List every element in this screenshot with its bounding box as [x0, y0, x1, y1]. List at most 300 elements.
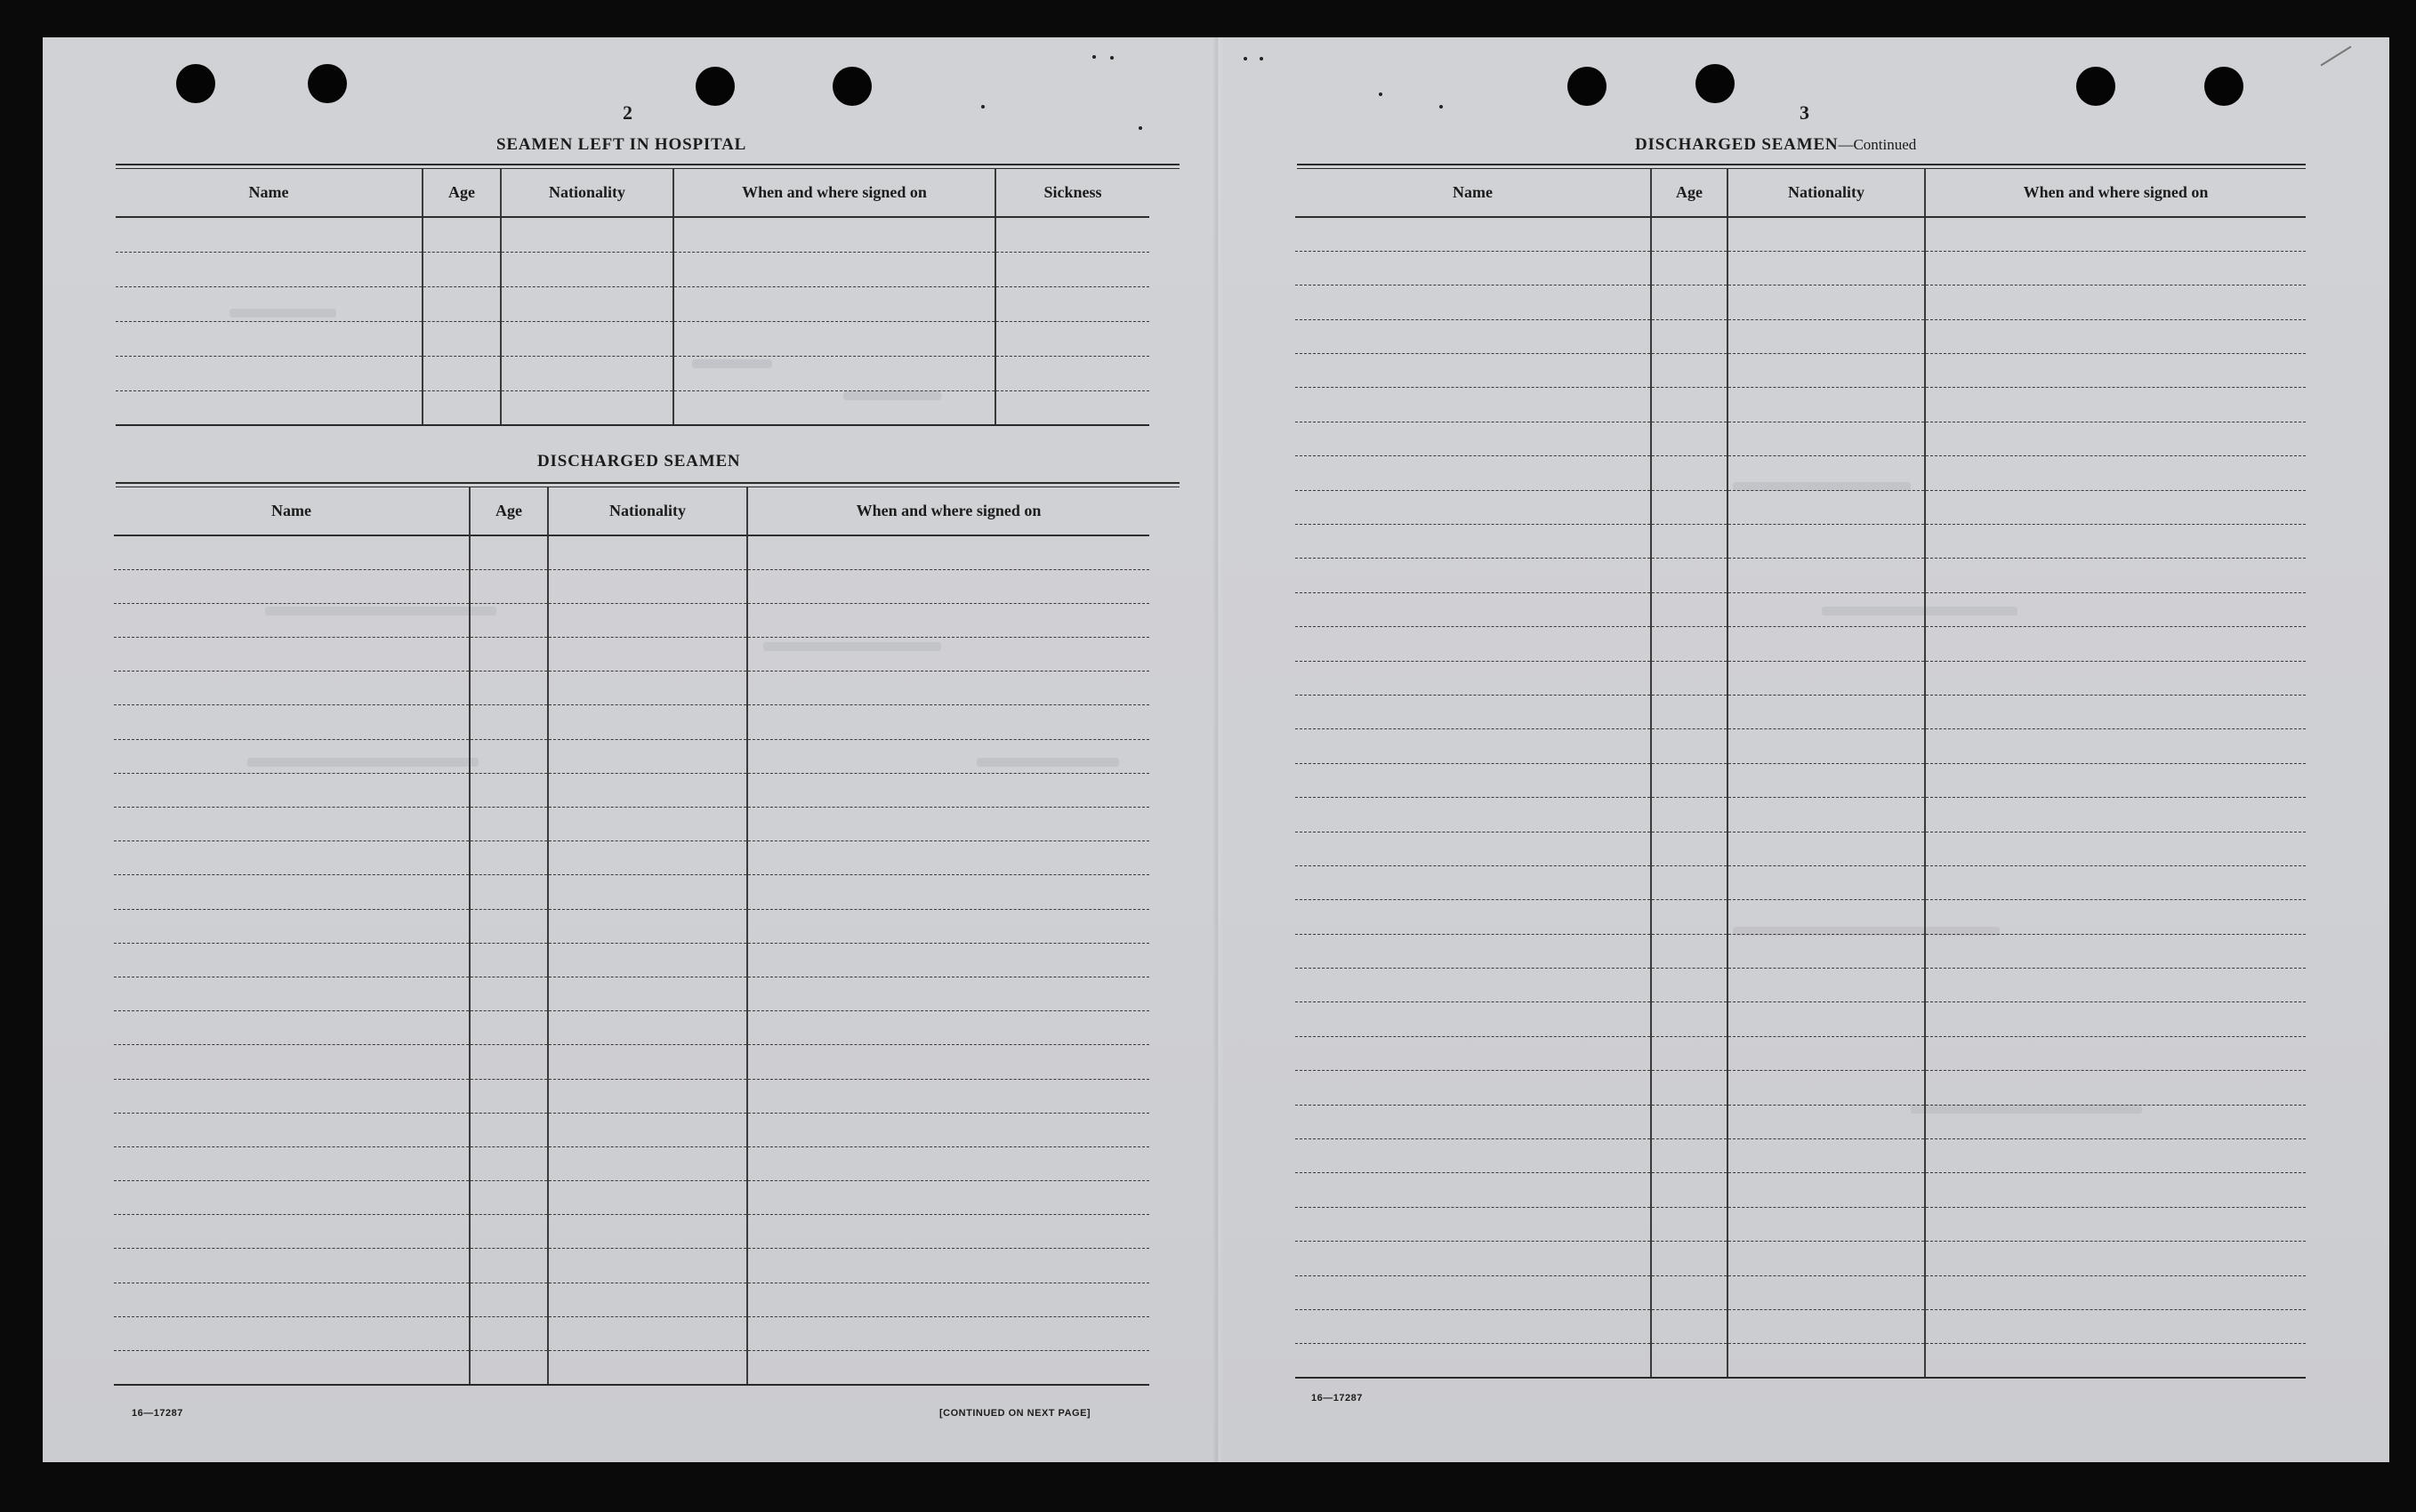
blank-cell: [1651, 251, 1727, 285]
blank-cell: [1727, 422, 1925, 455]
blank-cell: [747, 1146, 1149, 1180]
blank-cell: [995, 286, 1149, 321]
blank-cell: [470, 638, 548, 672]
blank-cell: [548, 1146, 747, 1180]
col-header-name: Name: [116, 169, 423, 217]
blank-cell: [114, 773, 470, 807]
punch-hole: [2204, 67, 2243, 106]
blank-cell: [501, 321, 673, 356]
table-row: [114, 1045, 1149, 1079]
table-row: [114, 1146, 1149, 1180]
blank-cell: [1925, 422, 2306, 455]
blank-cell: [1651, 525, 1727, 559]
table-row: [1295, 559, 2306, 592]
table-row: [114, 943, 1149, 977]
blank-cell: [470, 1011, 548, 1045]
blank-cell: [1925, 1310, 2306, 1344]
blank-cell: [548, 1011, 747, 1045]
blank-cell: [1727, 388, 1925, 422]
table-row: [114, 808, 1149, 841]
blank-cell: [548, 638, 747, 672]
table-row: [1295, 490, 2306, 524]
table-row: [114, 909, 1149, 943]
blank-cell: [548, 943, 747, 977]
blank-cell: [470, 1146, 548, 1180]
blank-cell: [995, 356, 1149, 390]
col-header-age: Age: [470, 487, 548, 535]
blank-cell: [548, 603, 747, 637]
blank-cell: [1651, 1275, 1727, 1309]
blank-cell: [673, 321, 995, 356]
table-row: [1295, 354, 2306, 388]
blank-cell: [1925, 865, 2306, 899]
blank-cell: [1651, 1242, 1727, 1275]
ink-speck: [1379, 92, 1382, 96]
table-row: [1295, 1173, 2306, 1207]
table-row: [1295, 900, 2306, 934]
blank-cell: [548, 773, 747, 807]
blank-cell: [1295, 1002, 1651, 1036]
col-header-nationality: Nationality: [501, 169, 673, 217]
blank-cell: [501, 252, 673, 286]
col-header-age: Age: [423, 169, 501, 217]
blank-cell: [470, 1283, 548, 1316]
blank-cell: [747, 672, 1149, 705]
blank-cell: [1925, 1275, 2306, 1309]
blank-cell: [747, 569, 1149, 603]
blank-cell: [1925, 1242, 2306, 1275]
blank-cell: [548, 535, 747, 569]
blank-cell: [548, 1045, 747, 1079]
blank-cell: [470, 1316, 548, 1350]
blank-cell: [470, 1113, 548, 1146]
blank-cell: [747, 1283, 1149, 1316]
table-row: [116, 390, 1149, 425]
blank-cell: [1295, 1344, 1651, 1378]
blank-cell: [1295, 865, 1651, 899]
blank-cell: [116, 390, 423, 425]
blank-cell: [116, 252, 423, 286]
blank-cell: [1295, 798, 1651, 832]
blank-cell: [1295, 388, 1651, 422]
table-row: [1295, 865, 2306, 899]
blank-cell: [1651, 1310, 1727, 1344]
blank-cell: [1925, 900, 2306, 934]
table-row: [1295, 729, 2306, 763]
blank-cell: [1651, 1139, 1727, 1173]
blank-cell: [548, 705, 747, 739]
table-row: [116, 252, 1149, 286]
table-row: [1295, 1036, 2306, 1070]
right-page-number: 3: [1800, 101, 1810, 124]
blank-cell: [1295, 627, 1651, 661]
blank-cell: [1295, 900, 1651, 934]
blank-cell: [673, 356, 995, 390]
blank-cell: [423, 217, 501, 252]
table-row: [114, 875, 1149, 909]
blank-cell: [1651, 217, 1727, 251]
blank-cell: [114, 705, 470, 739]
blank-cell: [1727, 217, 1925, 251]
blank-cell: [747, 535, 1149, 569]
blank-cell: [673, 286, 995, 321]
blank-cell: [747, 705, 1149, 739]
blank-cell: [470, 672, 548, 705]
blank-cell: [501, 390, 673, 425]
blank-cell: [114, 875, 470, 909]
blank-cell: [114, 1011, 470, 1045]
blank-cell: [1295, 969, 1651, 1002]
table-row: [1295, 456, 2306, 490]
blank-cell: [114, 1316, 470, 1350]
blank-cell: [1651, 559, 1727, 592]
blank-cell: [747, 841, 1149, 875]
blank-cell: [423, 286, 501, 321]
blank-cell: [1925, 969, 2306, 1002]
blank-cell: [995, 252, 1149, 286]
blank-cell: [1925, 525, 2306, 559]
blank-cell: [747, 1249, 1149, 1283]
blank-cell: [1651, 1173, 1727, 1207]
blank-cell: [1925, 251, 2306, 285]
blank-cell: [1295, 934, 1651, 968]
blank-cell: [1295, 354, 1651, 388]
blank-cell: [470, 1215, 548, 1249]
blank-cell: [548, 672, 747, 705]
table-row: [1295, 832, 2306, 865]
table-row: [114, 705, 1149, 739]
blank-cell: [1727, 1105, 1925, 1138]
blank-cell: [1727, 251, 1925, 285]
table-row: [116, 217, 1149, 252]
blank-cell: [1727, 559, 1925, 592]
blank-cell: [1651, 1207, 1727, 1241]
blank-cell: [1727, 695, 1925, 728]
blank-cell: [501, 217, 673, 252]
blank-cell: [1651, 900, 1727, 934]
continued-note: [CONTINUED ON NEXT PAGE]: [939, 1408, 1091, 1419]
blank-cell: [747, 808, 1149, 841]
table-row: [114, 1215, 1149, 1249]
table-row: [1295, 1275, 2306, 1309]
blank-cell: [114, 1351, 470, 1385]
left-form-code: 16—17287: [132, 1408, 183, 1419]
col-header-nationality: Nationality: [1727, 169, 1925, 217]
blank-cell: [114, 977, 470, 1010]
blank-cell: [114, 1079, 470, 1113]
blank-cell: [1925, 934, 2306, 968]
right-discharged-table: [1295, 169, 2306, 1379]
blank-cell: [548, 875, 747, 909]
blank-cell: [747, 638, 1149, 672]
blank-cell: [114, 1045, 470, 1079]
blank-cell: [1651, 456, 1727, 490]
blank-cell: [470, 808, 548, 841]
blank-cell: [1295, 251, 1651, 285]
hospital-table: [116, 169, 1149, 426]
table-row: [1295, 592, 2306, 626]
blank-cell: [470, 1079, 548, 1113]
blank-cell: [1651, 319, 1727, 353]
blank-cell: [673, 217, 995, 252]
table-row: [1295, 627, 2306, 661]
blank-cell: [747, 773, 1149, 807]
right-form-code: 16—17287: [1311, 1393, 1363, 1403]
blank-cell: [423, 390, 501, 425]
blank-cell: [673, 252, 995, 286]
blank-cell: [548, 1283, 747, 1316]
ink-speck: [1092, 55, 1096, 59]
table-row: [1295, 763, 2306, 797]
blank-cell: [1727, 525, 1925, 559]
blank-cell: [470, 773, 548, 807]
col-header-age: Age: [1651, 169, 1727, 217]
table-row: [114, 841, 1149, 875]
blank-cell: [1925, 1036, 2306, 1070]
blank-cell: [548, 1351, 747, 1385]
blank-cell: [114, 672, 470, 705]
blank-cell: [747, 1045, 1149, 1079]
blank-cell: [1651, 422, 1727, 455]
blank-cell: [1727, 865, 1925, 899]
blank-cell: [1651, 388, 1727, 422]
blank-cell: [501, 286, 673, 321]
blank-cell: [116, 286, 423, 321]
blank-cell: [423, 321, 501, 356]
right-section-title-suffix: —Continued: [1838, 136, 1917, 153]
blank-cell: [1651, 832, 1727, 865]
right-section-title: [1635, 135, 1916, 155]
table-row: [1295, 286, 2306, 319]
blank-cell: [1727, 1207, 1925, 1241]
table-row: [114, 773, 1149, 807]
blank-cell: [548, 977, 747, 1010]
blank-cell: [1925, 832, 2306, 865]
blank-cell: [747, 977, 1149, 1010]
blank-cell: [747, 603, 1149, 637]
table-row: [116, 321, 1149, 356]
blank-cell: [1925, 1105, 2306, 1138]
discharged-section-title: DISCHARGED SEAMEN: [537, 452, 741, 470]
table-row: [1295, 1071, 2306, 1105]
blank-cell: [1651, 1002, 1727, 1036]
blank-cell: [116, 217, 423, 252]
blank-cell: [548, 1181, 747, 1215]
blank-cell: [995, 390, 1149, 425]
col-header-nationality: Nationality: [548, 487, 747, 535]
blank-cell: [1925, 695, 2306, 728]
col-header-signed-on: When and where signed on: [673, 169, 995, 217]
blank-cell: [1727, 319, 1925, 353]
blank-cell: [747, 875, 1149, 909]
ink-speck: [1260, 57, 1263, 60]
table-row: [114, 638, 1149, 672]
blank-cell: [1727, 627, 1925, 661]
blank-cell: [1295, 490, 1651, 524]
blank-cell: [1295, 559, 1651, 592]
table-row: [114, 739, 1149, 773]
blank-cell: [501, 356, 673, 390]
col-header-signed-on: When and where signed on: [1925, 169, 2306, 217]
blank-cell: [1295, 592, 1651, 626]
blank-cell: [1925, 286, 2306, 319]
blank-cell: [1727, 763, 1925, 797]
table-row: [1295, 217, 2306, 251]
blank-cell: [995, 217, 1149, 252]
blank-cell: [423, 356, 501, 390]
table-row: [1295, 661, 2306, 695]
hospital-section-title: SEAMEN LEFT IN HOSPITAL: [496, 135, 747, 154]
ink-speck: [1110, 56, 1114, 60]
blank-cell: [1651, 865, 1727, 899]
blank-cell: [1651, 661, 1727, 695]
blank-cell: [1727, 592, 1925, 626]
blank-cell: [548, 1249, 747, 1283]
blank-cell: [470, 943, 548, 977]
blank-cell: [1295, 319, 1651, 353]
edge-pencil-mark: [2321, 46, 2352, 67]
blank-cell: [1727, 1173, 1925, 1207]
table-row: [114, 1283, 1149, 1316]
blank-cell: [1651, 1036, 1727, 1070]
blank-cell: [470, 841, 548, 875]
blank-cell: [747, 1181, 1149, 1215]
blank-cell: [548, 808, 747, 841]
blank-cell: [1295, 1242, 1651, 1275]
blank-cell: [1925, 661, 2306, 695]
blank-cell: [114, 909, 470, 943]
table-row: [114, 603, 1149, 637]
punch-hole: [2076, 67, 2115, 106]
blank-cell: [1727, 456, 1925, 490]
blank-cell: [114, 1146, 470, 1180]
blank-cell: [673, 390, 995, 425]
blank-cell: [114, 1181, 470, 1215]
punch-hole: [1695, 64, 1735, 103]
blank-cell: [423, 252, 501, 286]
table-row: [114, 1079, 1149, 1113]
blank-cell: [747, 1011, 1149, 1045]
blank-cell: [1925, 592, 2306, 626]
blank-cell: [1295, 286, 1651, 319]
blank-cell: [470, 875, 548, 909]
blank-cell: [114, 808, 470, 841]
blank-cell: [1295, 525, 1651, 559]
table-row: [1295, 1105, 2306, 1138]
blank-cell: [470, 1351, 548, 1385]
blank-cell: [1925, 627, 2306, 661]
punch-hole: [308, 64, 347, 103]
blank-cell: [116, 321, 423, 356]
blank-cell: [1727, 969, 1925, 1002]
blank-cell: [1295, 1071, 1651, 1105]
blank-cell: [1925, 490, 2306, 524]
blank-cell: [1727, 798, 1925, 832]
table-row: [1295, 1344, 2306, 1378]
blank-cell: [114, 1215, 470, 1249]
table-row: [116, 356, 1149, 390]
blank-cell: [747, 1215, 1149, 1249]
table-row: [1295, 319, 2306, 353]
blank-cell: [1727, 1310, 1925, 1344]
blank-cell: [548, 909, 747, 943]
blank-cell: [470, 739, 548, 773]
blank-cell: [548, 569, 747, 603]
blank-cell: [1295, 729, 1651, 763]
ink-speck: [1139, 126, 1142, 130]
ink-speck: [1244, 57, 1247, 60]
blank-cell: [470, 977, 548, 1010]
blank-cell: [114, 535, 470, 569]
blank-cell: [747, 943, 1149, 977]
punch-hole: [1567, 67, 1607, 106]
blank-cell: [548, 1079, 747, 1113]
blank-cell: [1925, 729, 2306, 763]
blank-cell: [114, 569, 470, 603]
blank-cell: [1295, 217, 1651, 251]
blank-cell: [1727, 1071, 1925, 1105]
blank-cell: [1651, 592, 1727, 626]
blank-cell: [1727, 1036, 1925, 1070]
blank-cell: [114, 841, 470, 875]
blank-cell: [1727, 661, 1925, 695]
table-row: [1295, 525, 2306, 559]
blank-cell: [470, 603, 548, 637]
blank-cell: [1651, 354, 1727, 388]
blank-cell: [1925, 456, 2306, 490]
blank-cell: [1295, 661, 1651, 695]
blank-cell: [114, 1249, 470, 1283]
blank-cell: [114, 1283, 470, 1316]
blank-cell: [1727, 1139, 1925, 1173]
punch-hole: [833, 67, 872, 106]
table-row: [1295, 695, 2306, 728]
table-row: [114, 977, 1149, 1010]
blank-cell: [747, 909, 1149, 943]
blank-cell: [1925, 1207, 2306, 1241]
blank-cell: [747, 739, 1149, 773]
blank-cell: [470, 1181, 548, 1215]
blank-cell: [470, 569, 548, 603]
table-row: [1295, 1002, 2306, 1036]
blank-cell: [1295, 1275, 1651, 1309]
blank-cell: [470, 909, 548, 943]
blank-cell: [1295, 695, 1651, 728]
table-row: [1295, 388, 2306, 422]
col-header-sickness: Sickness: [995, 169, 1149, 217]
blank-cell: [1295, 1310, 1651, 1344]
blank-cell: [1727, 900, 1925, 934]
blank-cell: [1651, 763, 1727, 797]
ink-speck: [981, 105, 985, 109]
blank-cell: [747, 1351, 1149, 1385]
blank-cell: [114, 603, 470, 637]
blank-cell: [1651, 695, 1727, 728]
blank-cell: [1727, 1275, 1925, 1309]
table-row: [1295, 251, 2306, 285]
punch-hole: [696, 67, 735, 106]
blank-cell: [1651, 1344, 1727, 1378]
table-row: [114, 1351, 1149, 1385]
blank-cell: [548, 1316, 747, 1350]
blank-cell: [114, 739, 470, 773]
table-row: [1295, 1207, 2306, 1241]
blank-cell: [1295, 832, 1651, 865]
blank-cell: [548, 1113, 747, 1146]
table-row: [114, 1316, 1149, 1350]
table-row: [1295, 422, 2306, 455]
table-row: [1295, 969, 2306, 1002]
